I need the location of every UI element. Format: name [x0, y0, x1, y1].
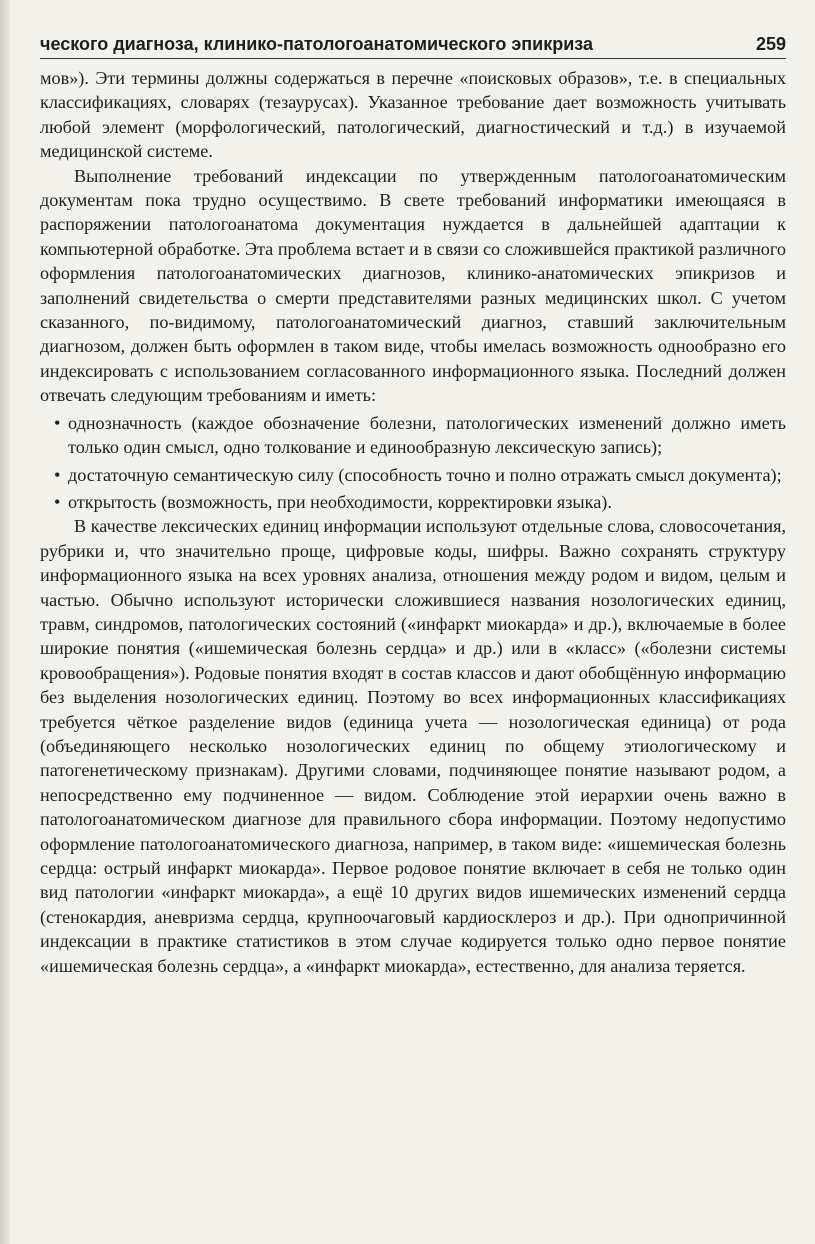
bullet-icon: •: [54, 464, 61, 485]
list-item-text: открытость (возможность, при необходимости, корректировки языка).: [68, 491, 612, 512]
header-rule: [40, 58, 786, 59]
running-title: ческого диагноза, клинико-патологоанатомического эпикриза: [40, 34, 594, 54]
list-item-text: однозначность (каждое обозначение болезни, патологических изменений должно иметь только один смысл, одно толкование и единообразную лексическую запись);: [68, 412, 786, 458]
paragraph-indexing-requirements: Выполнение требований индексации по утвержденным патологоанатомическим документам пока трудно осуществимо. В свете требований информатики имеющаяся в распоряжении патологоанатома документация нуждается в дальнейшей адаптации к компьютерной обработке. Эта проблема встает и в связи со сложившейся практикой различного оформления патологоанатомических диагнозов, клинико-анатомических эпикризов и заполнений свидетельства о смерти представителями разных медицинских школ. С учетом сказанного, по-видимому, патологоанатомический диагноз, ставший заключительным диагнозом, должен быть оформлен в таком виде, чтобы имелась возможность однообразно его индексировать с использованием согласованного информационного языка. Последний должен отвечать следующим требованиям и иметь:: [40, 165, 786, 406]
list-item: [40, 490, 786, 514]
bullet-icon: •: [54, 491, 61, 512]
running-header: [40, 32, 786, 54]
requirements-list: [40, 411, 786, 515]
page-number: 259: [755, 34, 786, 54]
list-item-text: достаточную семантическую силу (способность точно и полно отражать смысл документа);: [68, 464, 782, 485]
list-item: [40, 411, 786, 460]
page-body: [40, 66, 786, 978]
paragraph-lexical-units: В качестве лексических единиц информации используют отдельные слова, словосочетания, рубрики и, что значительно проще, цифровые коды, шифры. Важно сохранять структуру информационного языка на всех уровнях анализа, отношения между родом и видом, целым и частью. Обычно используют исторически сложившиеся названия нозологических единиц, травм, синдромов, патологических состояний («инфаркт миокарда» и др.), включаемые в более широкие понятия («ишемическая болезнь сердца» и др.) или в «класс» («болезни системы кровообращения»). Родовые понятия входят в состав классов и дают обобщённую информацию без выделения нозологических единиц. Поэтому во всех информационных классификациях требуется чёткое разделение видов (единица учета — нозологическая единица) от рода (объединяющего несколько нозологических единиц по общему этиологическому и патогенетическому признакам). Другими словами, подчиняющее понятие называют родом, а непосредственно ему подчиненное — видом. Соблюдение этой иерархии очень важно в патологоанатомическом диагнозе для правильного сбора информации. Поэтому недопустимо оформление патологоанатомического диагноза, например, в таком виде: «ишемическая болезнь сердца: острый инфаркт миокарда». Первое родовое понятие включает в себя не только один вид патологии «инфаркт миокарда», а ещё 10 других видов ишемических изменений сердца (стенокардия, аневризма сердца, крупноочаговый кардиосклероз и др.). При однопричинной индексации в практике статистиков в этом случае кодируется только одно первое понятие «ишемическая болезнь сердца», а «инфаркт миокарда», естественно, для анализа теряется.: [40, 516, 786, 976]
list-item: [40, 463, 786, 487]
bullet-icon: •: [54, 412, 61, 433]
paragraph-continuation: мов»). Эти термины должны содержаться в перечне «поисковых образов», т.е. в специальных классификациях, словарях (тезаурусах). Указанное требование дает возможность учитывать любой элемент (морфологический, патологический, диагностический и т.д.) в изучаемой медицинской системе.: [40, 68, 786, 162]
page-gutter-shadow: [0, 0, 10, 1244]
